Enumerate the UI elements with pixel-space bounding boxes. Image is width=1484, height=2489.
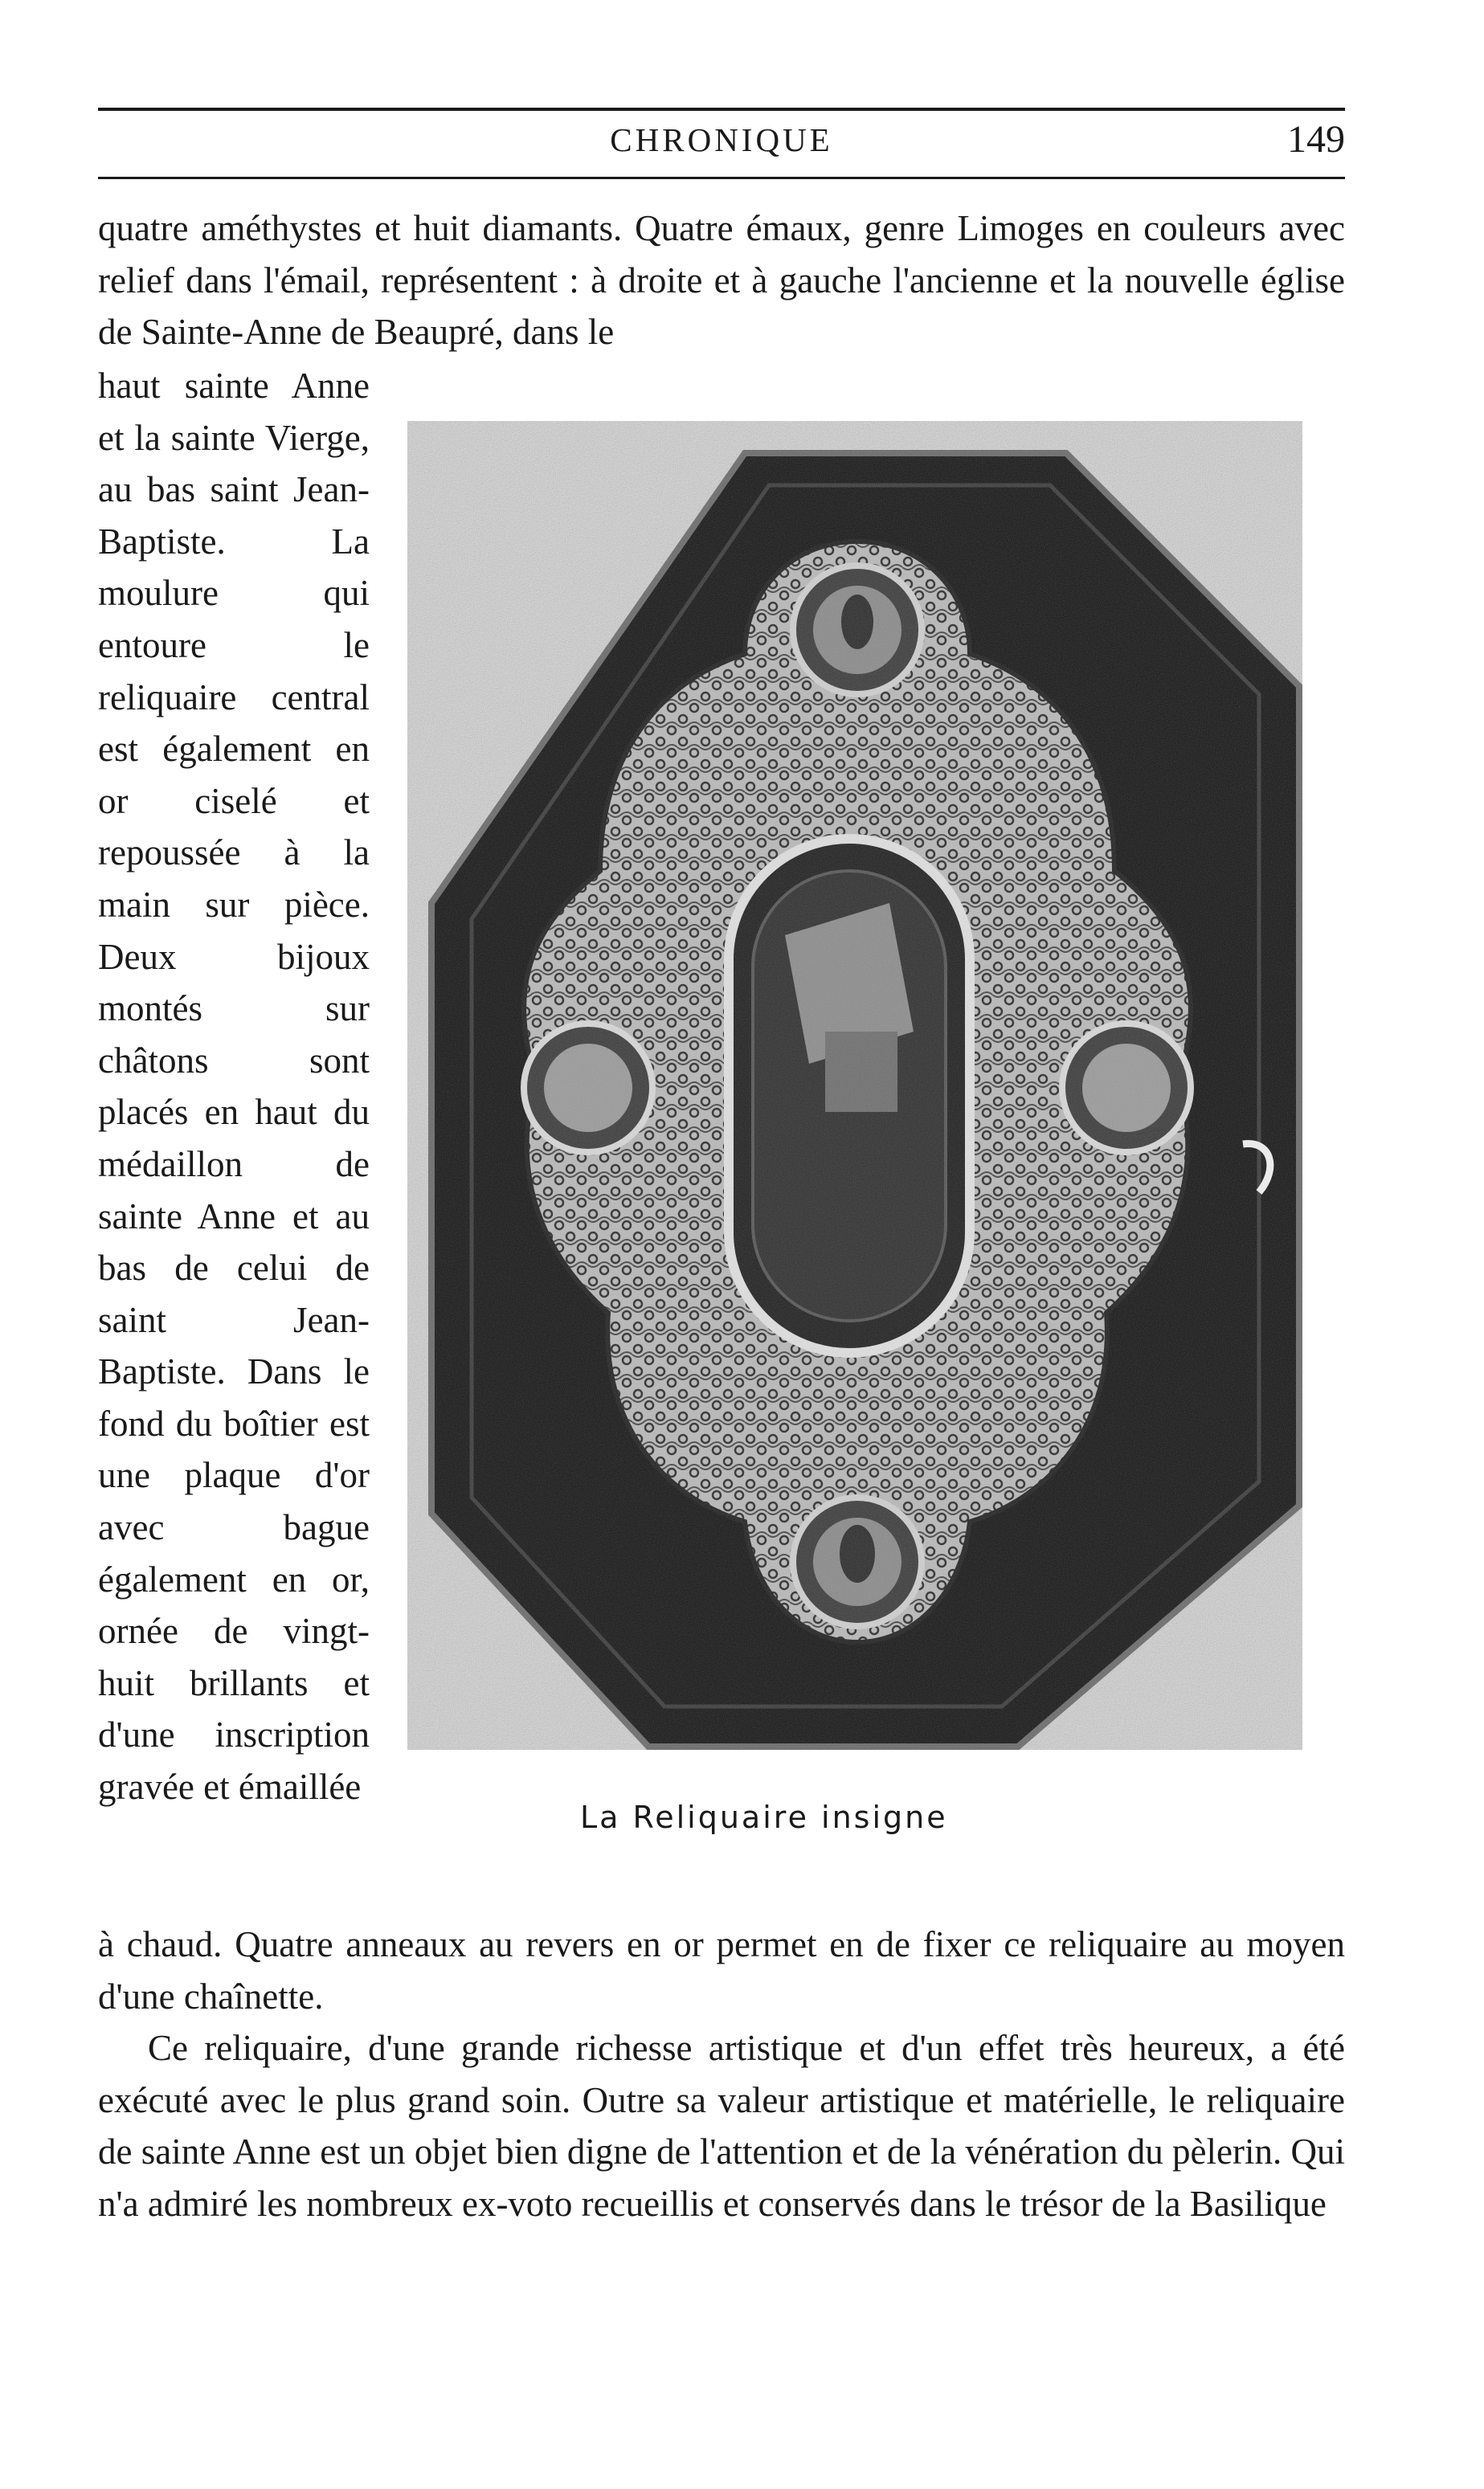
header-rule	[98, 177, 1345, 179]
running-title: CHRONIQUE	[610, 121, 833, 158]
narrow-column-text: haut sainte Anne et la sainte Vierge, au bas saint Jean-Baptiste. La moulure qui entoure le reliquaire central est également en or ciselé et repoussée à la main sur pièce. Deux bijoux montés sur châtons sont placés en haut du médaillon de sainte Anne et au bas de celui de saint Jean-Baptiste. Dans le fond du boîtier est une plaque d'or avec bague également en or, ornée de vingt-huit brillants et d'une inscription gravée et émaillée	[98, 366, 370, 1808]
paragraph-1-end: à chaud. Quatre anneaux au revers en or permet en de fixer ce reliquaire au moyen d'une chaînette.	[98, 1924, 1345, 2017]
paragraph-2: Ce reliquaire, d'une grande richesse artistique et d'un effet très heureux, a été exécuté avec le plus grand soin. Outre sa valeur artistique et matérielle, le reliquaire de sainte Anne est un objet bien digne de l'attention et de la vénération du pèlerin. Qui n'a admiré les nombreux ex-voto recueillis et conservés dans le trésor de la Basilique	[98, 2028, 1345, 2224]
top-rule	[98, 108, 1345, 111]
reliquary-illustration	[407, 421, 1302, 1750]
figure-caption: La Reliquaire insigne	[580, 1800, 948, 1835]
page-number: 149	[1287, 118, 1345, 161]
paragraph-1: quatre améthystes et huit diamants. Quatre émaux, genre Limoges en couleurs avec relief dans l'émail, représentent : à droite et à gauche l'ancienne et la nouvelle église de Sainte-Anne de Beaupré, dans le	[98, 208, 1345, 353]
reliquary-photograph	[407, 421, 1302, 1750]
page-header	[98, 118, 1345, 174]
